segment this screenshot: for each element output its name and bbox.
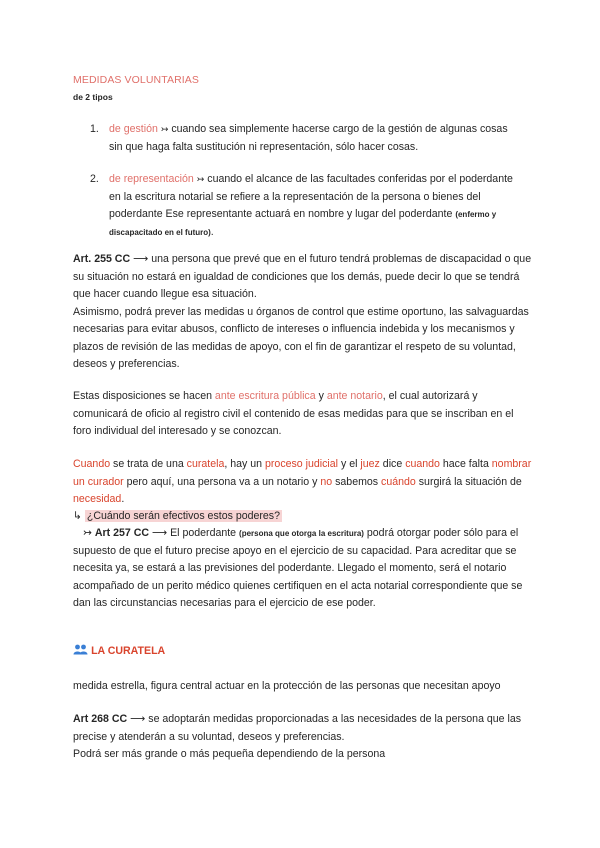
list-text <box>109 121 519 156</box>
arrow-icon: ⟶ <box>130 713 146 725</box>
curatela-intro-paragraph <box>73 456 533 509</box>
list-note: (enfermo y discapacitado en el futuro) <box>109 210 497 237</box>
list-text <box>109 171 519 241</box>
question-line <box>73 508 533 526</box>
curatela-heading <box>73 643 533 661</box>
text-run: , el cual autorizará y comunicará de oficio al registro civil el contenido de esas medidas para que se inscriban en el foro individual del interesado y se conozcan. <box>73 390 514 437</box>
return-arrow-icon: ↳ <box>73 510 82 522</box>
arrow-icon: ↣ <box>196 174 205 184</box>
art268-paragraph <box>73 711 533 764</box>
red-word: juez <box>360 458 380 470</box>
text-run: El poderdante <box>170 527 240 539</box>
red-word: no <box>320 475 333 488</box>
text-run: hace falta <box>439 458 492 470</box>
text-run: dice <box>379 458 406 470</box>
article-ref: Art. 255 CC <box>73 253 131 265</box>
article-ref: Art 257 CC <box>94 527 150 539</box>
list-end: . <box>210 225 214 238</box>
highlight-run: ante escritura pública <box>214 390 316 402</box>
list-body: cuando el alcance de las facultades conferidas por el poderdante en la escritura notarial se refiere a la representación de la persona o bienes del poderdante Ese representante actuará en nombre y lugar del poderdante <box>109 173 513 220</box>
list-number: 2. <box>90 173 99 185</box>
list-label: de representación <box>109 173 194 185</box>
red-word: Cuando <box>73 458 111 470</box>
article-ref: Art 268 CC <box>73 713 128 725</box>
people-icon <box>73 645 91 657</box>
red-word: nombrar un curador <box>73 458 532 488</box>
arrow-icon: ⟶ <box>133 253 149 265</box>
question-text: ¿Cuándo serán efectivos estos poderes? <box>86 510 280 522</box>
red-word: necesidad <box>73 493 122 505</box>
arrow-icon: ↣ <box>83 527 92 539</box>
list-number: 1. <box>90 123 99 135</box>
text-run: se trata de una <box>110 458 187 470</box>
section-title: MEDIDAS VOLUNTARIAS <box>73 74 199 86</box>
text-run: pero aquí, una persona va a un notario y <box>123 475 321 488</box>
art257-paragraph <box>73 525 533 613</box>
red-word: cuando <box>405 458 440 470</box>
red-word: curatela <box>186 458 225 470</box>
article-text-2: Podrá ser más grande o más pequeña dependiendo de la persona <box>73 748 386 760</box>
text-run: y <box>315 390 327 402</box>
article-note: (persona que otorga la escritura) <box>239 529 364 538</box>
article-text: una persona que prevé que en el futuro tendrá problemas de discapacidad o que su situación no estará en igualdad de condiciones que los demás, puede decir lo que se tendrá que hacer cuando llegue esa situación. <box>73 253 532 300</box>
arrow-icon: ⟶ <box>151 527 168 539</box>
section-subtitle: de 2 tipos <box>73 92 113 102</box>
section-heading: LA CURATELA <box>91 645 166 657</box>
text-run: podrá otorgar poder sólo para el supuesto de que el futuro precise apoyo en el ejercicio de su capacidad. Para acreditar que se necesita ya, se estará a las previsiones del poderdante. Llegado el momento, será el notario acompañado de un perito médico quienes certifiquen en el acta notarial correspondiente que se dan las circunstancias necesarias para el ejercicio de ese poder. <box>73 527 523 609</box>
art255-paragraph <box>73 251 533 374</box>
article-text-2: Asimismo, podrá prever las medidas u órganos de control que estime oportuno, las salvaguardas necesarias para evitar abusos, conflicto de intereses o influencia indebida y los mecanismos y plazos de revisión de las medidas de apoyo, con el fin de garantizar el respeto de su voluntad, deseos y preferencias. <box>73 305 529 370</box>
red-word: proceso judicial <box>265 458 339 470</box>
list-body: cuando sea simplemente hacerse cargo de la gestión de algunas cosas sin que haga falta sustitución ni representación, sólo hacer cosas. <box>109 123 508 153</box>
red-word: cuándo <box>381 475 416 488</box>
medida-paragraph: medida estrella, figura central actuar en la protección de las personas que necesitan apoyo <box>73 680 501 692</box>
disposiciones-paragraph <box>73 388 533 441</box>
article-text: se adoptarán medidas proporcionadas a las necesidades de la persona que las precise y atenderán a su voluntad, deseos y preferencias. <box>73 713 522 743</box>
text-run: sabemos <box>332 475 382 488</box>
text-run: Estas disposiciones se hacen <box>73 390 215 402</box>
list-label: de gestión <box>109 123 158 135</box>
text-run: surgirá la situación de <box>415 475 522 488</box>
highlight-run: ante notario <box>326 390 383 402</box>
arrow-icon: ↣ <box>160 124 169 134</box>
text-run: , hay un <box>224 458 266 470</box>
text-run: y el <box>338 458 361 470</box>
text-run: . <box>121 493 125 505</box>
